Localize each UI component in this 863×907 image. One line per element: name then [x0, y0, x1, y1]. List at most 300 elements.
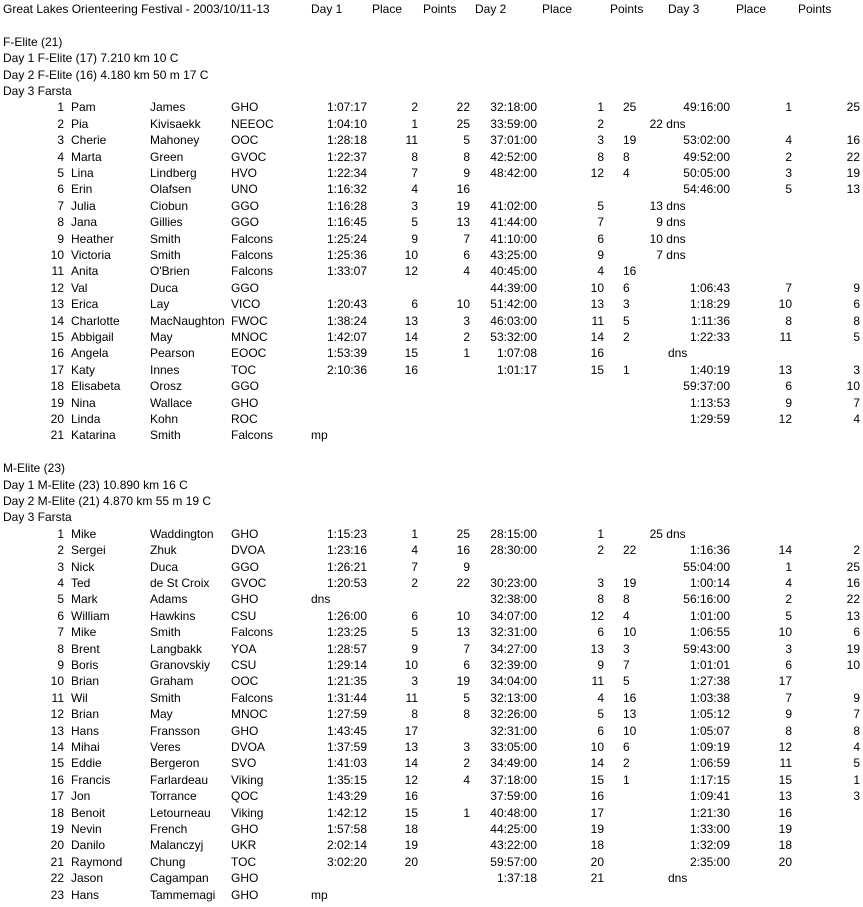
row-number: 20 — [50, 838, 64, 853]
row-number: 19 — [50, 822, 64, 836]
day2-points: 13 — [623, 707, 637, 722]
table-row — [0, 116, 863, 132]
first-name: Nick — [71, 559, 95, 574]
last-name: de St Croix — [150, 576, 210, 590]
day1-place: 9 — [411, 641, 418, 656]
day2-place: 15 — [590, 772, 604, 787]
day1-time: 1:20:53 — [326, 576, 367, 590]
day1-place: 12 — [404, 264, 418, 279]
table-row — [0, 313, 863, 329]
col-points3: Points — [798, 2, 832, 16]
day2-points: 19 — [623, 576, 637, 590]
col-place1: Place — [372, 2, 403, 16]
day1-time: 1:28:18 — [326, 133, 367, 148]
table-row — [0, 345, 863, 361]
day3-points: 22 — [846, 592, 860, 607]
day2-time: 42:52:00 — [490, 149, 537, 164]
day2-time: 33:59:00 — [490, 116, 537, 131]
day2-points: 16 — [623, 264, 637, 279]
day3-points: 6 — [853, 625, 860, 640]
day1-points: 4 — [463, 772, 470, 787]
day1-place: 2 — [411, 576, 418, 590]
day1-time: 1:07:17 — [326, 100, 367, 115]
day3-time: 1:27:38 — [689, 674, 730, 689]
m-elite-day3-line — [0, 509, 863, 525]
day2-points: 1 — [623, 362, 630, 377]
f-elite-class-line — [0, 34, 863, 50]
table-row — [0, 723, 863, 739]
last-name: Innes — [150, 362, 180, 377]
day3-time: 1:06:55 — [689, 625, 730, 640]
row-number: 11 — [51, 690, 64, 705]
day1-points: 22 — [456, 100, 470, 115]
day3-time: 1:33:00 — [689, 822, 730, 836]
f-elite-day1-line — [0, 50, 863, 66]
day1-time: 1:15:23 — [326, 526, 367, 541]
day3-points: 25 — [846, 100, 860, 115]
day1-time: 1:21:35 — [326, 674, 367, 689]
day2-place: 7 — [597, 215, 604, 230]
last-name: Lindberg — [150, 166, 197, 180]
day3-place: 12 — [778, 740, 792, 754]
club: VICO — [231, 297, 261, 312]
day1-place: 14 — [404, 756, 418, 771]
day2-time: 37:01:00 — [490, 133, 537, 148]
last-name: Granovskiy — [150, 658, 211, 672]
day2-time: 30:23:00 — [490, 576, 537, 590]
club: GHO — [231, 887, 259, 902]
day1-place: 18 — [404, 822, 418, 836]
day1-points: 1 — [463, 805, 470, 820]
col-place2: Place — [542, 2, 573, 16]
day2-points: 7 — [623, 658, 630, 672]
row-number: 1 — [57, 526, 64, 541]
last-name: Malanczyj — [150, 838, 204, 853]
table-row — [0, 280, 863, 296]
first-name: Anita — [71, 264, 99, 279]
table-row — [0, 559, 863, 575]
first-name: Sergei — [71, 543, 106, 558]
club: HVO — [231, 166, 258, 180]
first-name: Val — [71, 280, 88, 295]
last-name: Veres — [150, 740, 181, 754]
day3-points: 10 — [846, 658, 860, 672]
row-number: 5 — [57, 592, 64, 607]
day3-place: 1 — [785, 100, 792, 115]
club: CSU — [231, 608, 257, 623]
day2-points: 3 — [623, 641, 630, 656]
first-name: Boris — [71, 658, 99, 672]
day3-place: 13 — [778, 789, 792, 804]
day1-time: 1:31:44 — [326, 690, 367, 705]
day3-points: 7 — [853, 395, 860, 410]
day1-time: 1:26:00 — [326, 608, 367, 623]
day1-points: 1 — [463, 346, 470, 361]
club: NEEOC — [231, 116, 274, 131]
table-row — [0, 542, 863, 558]
day2-points: 16 — [623, 690, 637, 705]
club: UNO — [231, 182, 258, 197]
last-name: Olafsen — [150, 182, 192, 197]
day2-time: 37:18:00 — [490, 772, 537, 787]
last-name: Kohn — [150, 412, 179, 426]
day2-time: 44:25:00 — [490, 822, 537, 836]
day2-time: 48:42:00 — [490, 166, 537, 180]
day1-time: 1:16:45 — [326, 215, 367, 230]
day2-time: 28:15:00 — [490, 526, 537, 541]
table-row — [0, 132, 863, 148]
club: Falcons — [231, 428, 274, 443]
day2-time: 34:04:00 — [490, 674, 537, 689]
day3-time: 1:17:15 — [689, 772, 730, 787]
club: DVOA — [231, 740, 266, 754]
day3-place: 15 — [778, 772, 792, 787]
m-elite-day2-line-text: Day 2 M-Elite (21) 4.870 km 55 m 19 C — [3, 494, 212, 508]
club: GGO — [231, 280, 260, 295]
day1-time: 1:43:29 — [326, 789, 367, 804]
day3-points: 8 — [853, 723, 860, 738]
table-row — [0, 247, 863, 263]
m-elite-day1-line-text: Day 1 M-Elite (23) 10.890 km 16 C — [3, 477, 188, 492]
club: MNOC — [231, 707, 268, 722]
day3-points: 13 — [846, 608, 860, 623]
club: GHO — [231, 871, 259, 886]
club: Falcons — [231, 690, 274, 705]
day3-time: 1:40:19 — [689, 362, 730, 377]
day1-place: 20 — [404, 854, 418, 869]
day1-points: 13 — [456, 625, 470, 640]
day1-time: 1:25:24 — [326, 231, 367, 246]
day3-time: 1:03:38 — [689, 690, 730, 705]
first-name: Julia — [71, 198, 96, 213]
day3-points: 1 — [853, 772, 860, 787]
day1-place: 13 — [404, 740, 418, 754]
first-name: Brian — [71, 674, 100, 689]
day2-place: 9 — [597, 658, 604, 672]
club: ROC — [231, 412, 258, 426]
day3-time: 1:05:07 — [689, 723, 730, 738]
day1-place: 16 — [404, 789, 418, 804]
day3-points: 8 — [853, 313, 860, 328]
day1-place: 15 — [404, 346, 418, 361]
day2-points: 6 — [623, 740, 630, 754]
day2-place: 16 — [590, 346, 604, 361]
last-name: Bergeron — [150, 756, 200, 771]
day2-time: 41:44:00 — [490, 215, 537, 230]
first-name: Brian — [71, 707, 100, 722]
club: OOC — [231, 674, 259, 689]
day2-points: 10 — [623, 723, 637, 738]
first-name: Jason — [71, 871, 104, 886]
day2-points: 25 — [623, 100, 637, 115]
club: GHO — [231, 822, 259, 836]
day3-points: 13 — [846, 182, 860, 197]
first-name: Heather — [71, 231, 114, 246]
day2-points: 22 dns — [649, 116, 686, 131]
last-name: May — [150, 330, 173, 344]
first-name: Eddie — [71, 756, 102, 771]
day3-place: 20 — [778, 854, 792, 869]
last-name: Adams — [150, 592, 188, 607]
day1-points: 16 — [456, 543, 470, 558]
last-name: May — [150, 707, 173, 722]
day1-time: 1:20:43 — [326, 297, 367, 312]
day2-place: 9 — [597, 248, 604, 262]
day1-place: 9 — [411, 231, 418, 246]
first-name: Nina — [71, 395, 96, 410]
day2-points: 3 — [623, 297, 630, 312]
table-row — [0, 395, 863, 411]
day2-place: 13 — [590, 297, 604, 312]
day2-points: 2 — [623, 330, 630, 344]
day2-time: 32:39:00 — [490, 658, 537, 672]
day2-place: 10 — [590, 280, 604, 295]
day2-points: 2 — [623, 756, 630, 771]
day1-time: 1:22:37 — [326, 149, 367, 164]
f-elite-class-line-text: F-Elite (21) — [3, 34, 63, 49]
table-row — [0, 263, 863, 279]
row-number: 21 — [50, 428, 64, 443]
last-name: MacNaughton — [150, 313, 225, 328]
day2-time: 32:31:00 — [490, 625, 537, 640]
col-day2: Day 2 — [475, 2, 507, 16]
day1-place: 10 — [404, 658, 418, 672]
day2-time: 1:07:08 — [496, 346, 537, 361]
day1-place: 3 — [411, 674, 418, 689]
table-row — [0, 362, 863, 378]
row-number: 9 — [57, 231, 64, 246]
row-number: 10 — [50, 248, 64, 262]
day3-place: 10 — [778, 625, 792, 640]
club: GGO — [231, 198, 260, 213]
day3-time: 59:37:00 — [683, 379, 730, 394]
day3-points: 4 — [853, 740, 860, 754]
row-number: 15 — [50, 330, 64, 344]
first-name: Wil — [71, 690, 88, 705]
day2-place: 10 — [590, 740, 604, 754]
last-name: Graham — [150, 674, 194, 689]
first-name: Angela — [71, 346, 109, 361]
day3-place: 2 — [785, 149, 792, 164]
row-number: 8 — [57, 641, 64, 656]
row-number: 2 — [57, 543, 64, 558]
day1-place: 4 — [411, 182, 418, 197]
first-name: Charlotte — [71, 313, 120, 328]
day3-time: 1:18:29 — [689, 297, 730, 312]
day1-time: mp — [311, 887, 328, 902]
last-name: Ciobun — [150, 198, 189, 213]
row-number: 5 — [57, 166, 64, 180]
m-elite-class-line-text: M-Elite (23) — [3, 461, 66, 476]
day1-points: 9 — [463, 166, 470, 180]
day3-place: 3 — [785, 641, 792, 656]
day3-time: 1:21:30 — [689, 805, 730, 820]
day3-place: 4 — [785, 133, 792, 148]
day2-time: 32:18:00 — [490, 100, 537, 115]
day1-points: 8 — [463, 149, 470, 164]
day2-time: 32:13:00 — [490, 690, 537, 705]
day1-time: 1:27:59 — [326, 707, 367, 722]
day3-place: 6 — [785, 379, 792, 394]
day1-place: 4 — [411, 543, 418, 558]
last-name: Wallace — [150, 395, 193, 410]
day1-place: 3 — [411, 198, 418, 213]
day2-time: 43:22:00 — [490, 838, 537, 853]
day3-time: 1:06:43 — [689, 280, 730, 295]
day1-place: 12 — [404, 772, 418, 787]
table-row — [0, 329, 863, 345]
day2-place: 11 — [591, 313, 604, 328]
row-number: 14 — [50, 740, 64, 754]
table-row — [0, 411, 863, 427]
day2-time: 32:38:00 — [490, 592, 537, 607]
last-name: Chung — [150, 854, 186, 869]
day3-points: 19 — [846, 166, 860, 180]
day2-time: 59:57:00 — [490, 854, 537, 869]
day2-time: 41:10:00 — [490, 231, 537, 246]
day2-points: 25 dns — [649, 526, 686, 541]
last-name: Kivisaekk — [150, 116, 201, 131]
day2-points: 1 — [623, 772, 630, 787]
table-row — [0, 673, 863, 689]
last-name: Duca — [150, 280, 179, 295]
day3-time: 1:09:19 — [689, 740, 730, 754]
row-number: 7 — [57, 198, 64, 213]
club: GGO — [231, 559, 260, 574]
day3-time: 1:16:36 — [689, 543, 730, 558]
club: QOC — [231, 789, 259, 804]
row-number: 2 — [57, 116, 64, 131]
day3-points: 9 — [853, 280, 860, 295]
last-name: Gillies — [150, 215, 183, 230]
day1-time: 1:22:34 — [326, 166, 367, 180]
row-number: 6 — [57, 608, 64, 623]
last-name: Langbakk — [150, 641, 203, 656]
day3-points: 9 — [853, 690, 860, 705]
day1-points: 3 — [463, 740, 470, 754]
day1-time: 2:02:14 — [326, 838, 367, 853]
day1-time: 1:16:32 — [326, 182, 367, 197]
first-name: Benoit — [71, 805, 106, 820]
f-elite-day1-line-text: Day 1 F-Elite (17) 7.210 km 10 C — [3, 51, 179, 66]
day2-time: 53:32:00 — [490, 330, 537, 344]
row-number: 16 — [50, 772, 64, 787]
day3-place: 8 — [785, 313, 792, 328]
day3-points: 16 — [846, 576, 860, 590]
day3-points: 5 — [853, 330, 860, 344]
day1-points: 3 — [463, 313, 470, 328]
day3-points: 6 — [853, 297, 860, 312]
club: Falcons — [231, 248, 274, 262]
day3-time: 55:04:00 — [683, 559, 730, 574]
day3-time: dns — [668, 871, 688, 886]
last-name: Farlardeau — [150, 772, 209, 787]
day2-place: 8 — [597, 149, 604, 164]
day3-place: 9 — [785, 395, 792, 410]
day3-time: 49:16:00 — [683, 100, 730, 115]
club: GHO — [231, 592, 259, 607]
last-name: Green — [150, 149, 184, 164]
row-number: 14 — [50, 313, 64, 328]
day2-place: 16 — [590, 789, 604, 804]
day3-place: 12 — [778, 412, 792, 426]
last-name: Tammemagi — [150, 887, 216, 902]
day3-time: 1:00:14 — [689, 576, 730, 590]
last-name: Smith — [150, 248, 181, 262]
day3-time: 1:32:09 — [689, 838, 730, 853]
day3-place: 7 — [785, 280, 792, 295]
last-name: French — [150, 822, 188, 836]
day3-time: 1:09:41 — [689, 789, 730, 804]
day3-points: 25 — [846, 559, 860, 574]
last-name: Orosz — [150, 379, 183, 394]
day3-points: 4 — [853, 412, 860, 426]
day3-points: 3 — [853, 362, 860, 377]
day3-place: 11 — [779, 330, 792, 344]
day2-points: 19 — [623, 133, 637, 148]
first-name: Mihai — [71, 740, 100, 754]
first-name: Victoria — [71, 248, 111, 262]
first-name: Marta — [71, 149, 102, 164]
day1-points: 10 — [456, 608, 470, 623]
day1-time: 3:02:20 — [326, 854, 367, 869]
day2-place: 1 — [597, 100, 604, 115]
day1-points: 2 — [463, 756, 470, 771]
day2-time: 43:25:00 — [490, 248, 537, 262]
first-name: Danilo — [71, 838, 106, 853]
table-row — [0, 198, 863, 214]
day2-points: 8 — [623, 592, 630, 607]
day3-time: 59:43:00 — [683, 641, 730, 656]
day2-place: 6 — [597, 625, 604, 640]
day2-place: 15 — [590, 362, 604, 377]
row-number: 10 — [50, 674, 64, 689]
day3-time: dns — [668, 346, 688, 361]
row-number: 4 — [57, 576, 64, 590]
day3-place: 14 — [778, 543, 792, 558]
day3-points: 5 — [853, 756, 860, 771]
day1-points: 25 — [456, 526, 470, 541]
day3-time: 1:01:01 — [689, 658, 730, 672]
day1-points: 25 — [456, 116, 470, 131]
club: DVOA — [231, 543, 266, 558]
first-name: Katy — [71, 362, 96, 377]
day1-time: 1:26:21 — [326, 559, 367, 574]
day1-points: 5 — [463, 133, 470, 148]
day2-place: 1 — [597, 526, 604, 541]
row-number: 16 — [50, 346, 64, 361]
table-row — [0, 887, 863, 903]
table-row — [0, 231, 863, 247]
day2-place: 12 — [590, 166, 604, 180]
day2-place: 2 — [597, 116, 604, 131]
last-name: O'Brien — [150, 264, 190, 279]
day2-time: 32:31:00 — [490, 723, 537, 738]
day2-place: 11 — [591, 674, 604, 689]
day2-time: 1:01:17 — [496, 362, 537, 377]
day1-place: 19 — [404, 838, 418, 853]
day3-place: 5 — [785, 182, 792, 197]
day1-points: 8 — [463, 707, 470, 722]
day1-place: 16 — [404, 362, 418, 377]
row-number: 4 — [57, 149, 64, 164]
last-name: Torrance — [150, 789, 197, 804]
day1-time: 1:37:59 — [326, 740, 367, 754]
day3-place: 9 — [785, 707, 792, 722]
first-name: Jana — [71, 215, 98, 230]
table-row — [0, 427, 863, 443]
day1-place: 13 — [404, 313, 418, 328]
